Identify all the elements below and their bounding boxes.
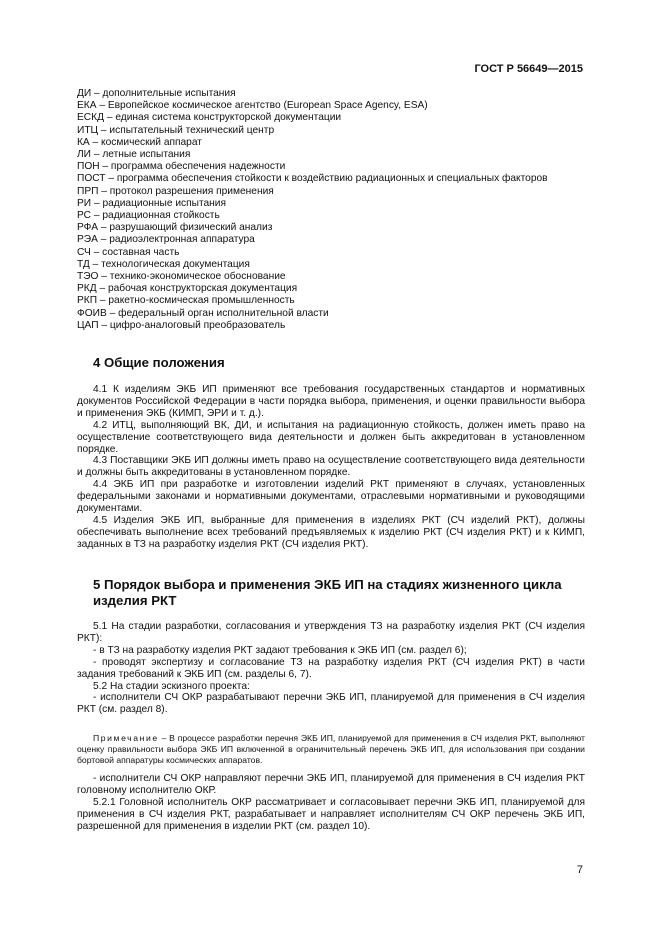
paragraph: 4.3 Поставщики ЭКБ ИП должны иметь право на осуществление соответствующего вида деятельности и должны быть аккредитованы в установленном порядке. [77, 455, 585, 479]
abbreviation-list [77, 88, 587, 332]
paragraph: - в ТЗ на разработку изделия РКТ задают требования к ЭКБ ИП (см. раздел 6); [93, 644, 467, 656]
paragraph: - исполнители СЧ ОКР направляют перечни ЭКБ ИП, планируемой для применения в СЧ изделия РКТ головному исполнителю ОКР. [77, 773, 585, 796]
paragraph: 4.1 К изделиям ЭКБ ИП применяют все требования государственных стандартов и нормативных документов Российской Федерации в части порядка выбора, применения, и оценки правильности выбора и применения ЭКБ (КИМП, ЭРИ и т. д.). [77, 384, 585, 419]
note-paragraph [77, 733, 585, 766]
paragraph: 5.2.1 Головной исполнитель ОКР рассматривает и согласовывает перечни ЭКБ ИП, планируемой для применения в СЧ изделия РКТ, разрабатывает и направляет исполнителям СЧ ОКР перечень ЭКБ ИП, разрешенной для применения в изделии РКТ (см. раздел 10). [77, 796, 585, 832]
abbreviation-item: РКД – рабочая конструкторская документация [77, 283, 298, 295]
abbreviation-item: ПОСТ – программа обеспечения стойкости к воздействию радиационных и специальных факторов [77, 173, 548, 185]
paragraph: 4.2 ИТЦ, выполняющий ВК, ДИ, и испытания на радиационную стойкость, должен иметь право на осуществление соответствующего вида деятельности и должен быть аккредитован в установленном порядке. [77, 419, 585, 455]
section-4-heading-block [77, 355, 587, 371]
abbreviation-item: РКП – ракетно-космическая промышленность [77, 295, 295, 307]
paragraph: 4.5 Изделия ЭКБ ИП, выбранные для применения в изделиях РКТ (СЧ изделий РКТ), должны обеспечивать выполнение всех требований предъявляемых к изделию РКТ (СЧ изделия РКТ) и к КИМП, заданных в ТЗ на разработку изделия РКТ (СЧ изделия РКТ). [77, 514, 585, 550]
page-number: 7 [576, 864, 583, 876]
abbreviation-item: ДИ – дополнительные испытания [77, 88, 236, 99]
abbreviation-item: СЧ – составная часть [77, 246, 180, 258]
abbreviation-item: ТД – технологическая документация [77, 258, 250, 270]
paragraph: - проводят экспертизу и согласование ТЗ на разработку изделия РКТ (СЧ изделия РКТ) в части задания требований к ЭКБ ИП (см. разделы 6, 7). [77, 656, 585, 680]
abbreviation-item: РФА – разрушающий физический анализ [77, 222, 273, 234]
abbreviation-item: РЭА – радиоэлектронная аппаратура [77, 234, 255, 246]
paragraph: 5.2 На стадии эскизного проекта: [93, 680, 250, 692]
paragraph: - исполнители СЧ ОКР разрабатывают перечни ЭКБ ИП, планируемой для применения в СЧ изделия РКТ (см. раздел 8). [77, 692, 585, 716]
section-5-body-continued [77, 773, 585, 833]
abbreviation-item: РС – радиационная стойкость [77, 210, 220, 222]
section-5-heading-block [77, 577, 587, 609]
abbreviation-item: ПОН – программа обеспечения надежности [77, 161, 286, 173]
paragraph: 4.4 ЭКБ ИП при разработке и изготовлении изделий РКТ применяют в случаях, установленных федеральными законами и нормативными документами, отраслевыми нормативными и руководящими документами. [77, 479, 585, 515]
note-label: Примечание [93, 733, 159, 743]
section-4-title: 4 Общие положения [93, 355, 225, 370]
abbreviation-item: ПРП – протокол разрешения применения [77, 185, 274, 197]
abbreviation-item: ИТЦ – испытательный технический центр [77, 124, 275, 136]
abbreviation-item: ТЭО – технико-экономическое обоснование [77, 271, 286, 283]
paragraph: 5.1 На стадии разработки, согласования и утверждения ТЗ на разработку изделия РКТ (СЧ изделия РКТ): [77, 621, 585, 644]
abbreviation-item: ЕСКД – единая система конструкторской документации [77, 112, 342, 124]
abbreviation-item: РИ – радиационные испытания [77, 197, 227, 209]
section-4-body [77, 384, 585, 551]
abbreviation-item: ФОИВ – федеральный орган исполнительной власти [77, 307, 329, 319]
abbreviation-item: КА – космический аппарат [77, 136, 202, 148]
document-id: ГОСТ Р 56649—2015 [474, 63, 583, 75]
note-text: – В процессе разработки перечня ЭКБ ИП, планируемой для применения в СЧ изделия РКТ, выполняют оценку правильности выбора ЭКБ ИП включенной в ограничительный перечень ЭКБ ИП, для использования при создании бортовой аппаратуры космических аппаратов. [77, 733, 585, 765]
abbreviation-item: ЦАП – цифро-аналоговый преобразователь [77, 319, 286, 331]
section-5-body [77, 621, 585, 716]
abbreviation-item: ЕКА – Европейское космическое агентство (European Space Agency, ESA) [77, 100, 428, 112]
abbreviation-item: ЛИ – летные испытания [77, 149, 191, 161]
note-block [77, 733, 585, 766]
section-5-title: 5 Порядок выбора и применения ЭКБ ИП на стадиях жизненного цикла изделия РКТ [93, 577, 562, 608]
